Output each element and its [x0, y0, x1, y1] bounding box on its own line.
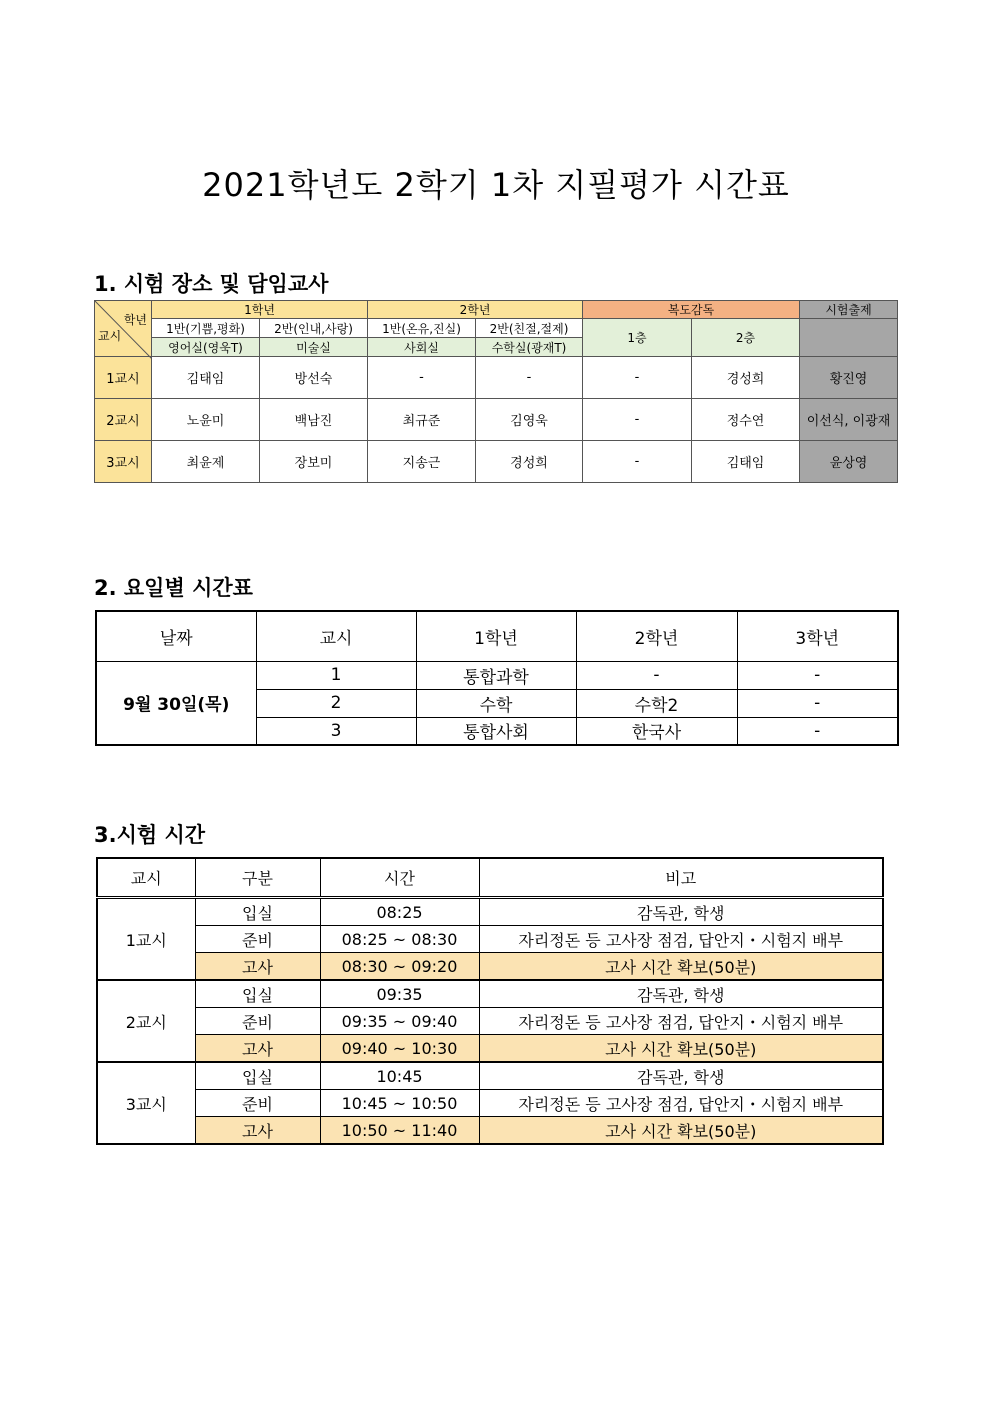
table-row: [97, 1117, 883, 1145]
time-cell: 10:45 ~ 10:50: [320, 1090, 479, 1117]
column-header: 비고: [479, 858, 883, 898]
time-cell: 09:40 ~ 10:30: [320, 1035, 479, 1063]
section3-heading: 3.시험 시간: [94, 823, 206, 847]
table-row: [97, 898, 883, 926]
time-cell: 09:35: [320, 980, 479, 1008]
note-cell: 감독관, 학생: [479, 898, 883, 926]
type-cell: 고사: [195, 1035, 320, 1063]
author-cell: 이선식, 이광재: [800, 399, 898, 441]
table-row: [97, 1008, 883, 1035]
column-header: 교시: [256, 611, 416, 661]
subject-cell: -: [737, 717, 898, 745]
table-row: [95, 357, 898, 399]
time-cell: 08:25 ~ 08:30: [320, 926, 479, 953]
type-cell: 입실: [195, 1062, 320, 1090]
table-row: [97, 1090, 883, 1117]
hallway-supervisor-header: 복도감독: [583, 301, 800, 319]
type-cell: 준비: [195, 1008, 320, 1035]
daily-schedule-table: [95, 610, 899, 746]
table-row: [95, 399, 898, 441]
period-cell: 2교시: [97, 980, 195, 1062]
corner-grade-label: 학년: [123, 313, 147, 327]
period-cell: 1: [256, 661, 416, 689]
note-cell: 고사 시간 확보(50분): [479, 1035, 883, 1063]
time-cell: 08:25: [320, 898, 479, 926]
subject-cell: -: [737, 661, 898, 689]
teacher-cell: -: [476, 357, 583, 399]
note-cell: 감독관, 학생: [479, 1062, 883, 1090]
floor-header: 2층: [692, 319, 800, 357]
period-cell: 3: [256, 717, 416, 745]
note-cell: 자리정돈 등 고사장 점검, 답안지・시험지 배부: [479, 1008, 883, 1035]
type-cell: 준비: [195, 1090, 320, 1117]
type-cell: 준비: [195, 926, 320, 953]
supervisor-cell: 정수연: [692, 399, 800, 441]
class-header: 2반(인내,사랑): [260, 319, 368, 338]
room-header: 미술실: [260, 338, 368, 357]
date-cell: 9월 30일(목): [96, 661, 256, 745]
time-cell: 10:50 ~ 11:40: [320, 1117, 479, 1145]
note-cell: 감독관, 학생: [479, 980, 883, 1008]
note-cell: 고사 시간 확보(50분): [479, 1117, 883, 1145]
period-cell: 3교시: [97, 1062, 195, 1144]
teacher-cell: 백남진: [260, 399, 368, 441]
exam-room-teacher-table: [94, 300, 898, 483]
section1-heading: 1. 시험 장소 및 담임교사: [94, 272, 329, 296]
column-header: 시간: [320, 858, 479, 898]
page-title: 2021학년도 2학기 1차 지필평가 시간표: [202, 166, 790, 204]
note-cell: 고사 시간 확보(50분): [479, 953, 883, 981]
subject-cell: 수학: [416, 689, 576, 717]
teacher-cell: -: [368, 357, 476, 399]
grade1-group-header: 1학년: [152, 301, 368, 319]
column-header: 교시: [97, 858, 195, 898]
class-header: 2반(친절,절제): [476, 319, 583, 338]
table-row: [97, 953, 883, 981]
subject-cell: 한국사: [576, 717, 737, 745]
time-cell: 09:35 ~ 09:40: [320, 1008, 479, 1035]
subject-cell: 수학2: [576, 689, 737, 717]
subject-cell: 통합사회: [416, 717, 576, 745]
time-cell: 08:30 ~ 09:20: [320, 953, 479, 981]
column-header: 1학년: [416, 611, 576, 661]
author-cell: 윤상영: [800, 441, 898, 483]
supervisor-cell: -: [583, 399, 692, 441]
teacher-cell: 장보미: [260, 441, 368, 483]
teacher-cell: 지송근: [368, 441, 476, 483]
table-row: [97, 1035, 883, 1063]
supervisor-cell: -: [583, 357, 692, 399]
corner-header-cell: [95, 301, 152, 357]
type-cell: 입실: [195, 898, 320, 926]
note-cell: 자리정돈 등 고사장 점검, 답안지・시험지 배부: [479, 1090, 883, 1117]
period-cell: 2: [256, 689, 416, 717]
exam-time-table: [96, 857, 884, 1145]
teacher-cell: 최규준: [368, 399, 476, 441]
column-header: 구분: [195, 858, 320, 898]
supervisor-cell: 경성희: [692, 357, 800, 399]
floor-header: 1층: [583, 319, 692, 357]
column-header: 2학년: [576, 611, 737, 661]
period-cell: 1교시: [95, 357, 152, 399]
author-cell: 황진영: [800, 357, 898, 399]
room-header: 수학실(광재T): [476, 338, 583, 357]
supervisor-cell: -: [583, 441, 692, 483]
column-header: 3학년: [737, 611, 898, 661]
exam-author-blank: [800, 319, 898, 357]
teacher-cell: 김영욱: [476, 399, 583, 441]
type-cell: 고사: [195, 953, 320, 981]
supervisor-cell: 김태임: [692, 441, 800, 483]
subject-cell: -: [576, 661, 737, 689]
room-header: 영어실(영욱T): [152, 338, 260, 357]
type-cell: 입실: [195, 980, 320, 1008]
class-header: 1반(온유,진실): [368, 319, 476, 338]
table-row: [97, 1062, 883, 1090]
corner-period-label: 교시: [98, 329, 122, 343]
period-cell: 2교시: [95, 399, 152, 441]
subject-cell: -: [737, 689, 898, 717]
teacher-cell: 김태임: [152, 357, 260, 399]
type-cell: 고사: [195, 1117, 320, 1145]
period-cell: 3교시: [95, 441, 152, 483]
time-cell: 10:45: [320, 1062, 479, 1090]
table-row: [97, 980, 883, 1008]
grade2-group-header: 2학년: [368, 301, 583, 319]
teacher-cell: 방선숙: [260, 357, 368, 399]
class-header: 1반(기쁨,평화): [152, 319, 260, 338]
table-row: [95, 441, 898, 483]
teacher-cell: 경성희: [476, 441, 583, 483]
teacher-cell: 노윤미: [152, 399, 260, 441]
table-row: [97, 926, 883, 953]
subject-cell: 통합과학: [416, 661, 576, 689]
room-header: 사회실: [368, 338, 476, 357]
section2-heading: 2. 요일별 시간표: [94, 576, 253, 600]
exam-author-header: 시험출제: [800, 301, 898, 319]
teacher-cell: 최윤제: [152, 441, 260, 483]
period-cell: 1교시: [97, 898, 195, 981]
note-cell: 자리정돈 등 고사장 점검, 답안지・시험지 배부: [479, 926, 883, 953]
table-row: [96, 661, 898, 689]
column-header: 날짜: [96, 611, 256, 661]
